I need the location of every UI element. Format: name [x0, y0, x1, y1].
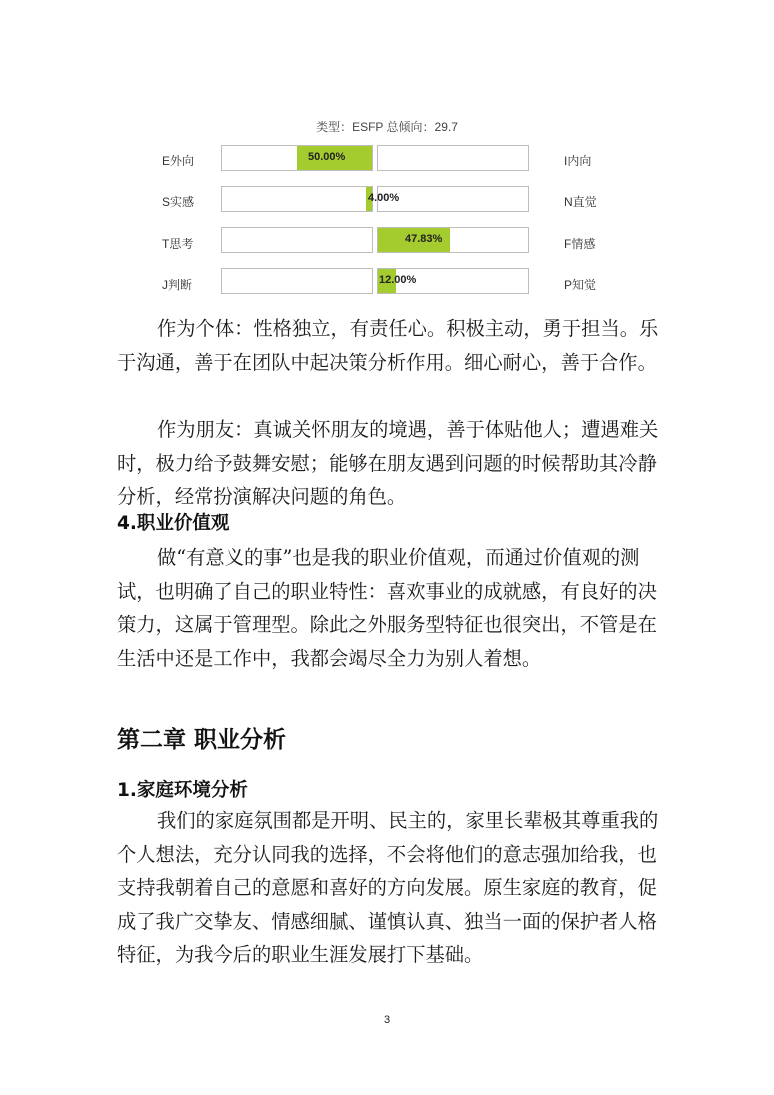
data-label: 47.83% [405, 233, 443, 245]
bar-track-right [377, 186, 529, 212]
bar-track-right [377, 227, 529, 253]
bar-track-left [221, 145, 373, 171]
bar-track-left [221, 268, 373, 294]
tick-label-right: F情感 [564, 237, 596, 251]
tick-label-right: I内向 [564, 154, 592, 168]
bar-track-right [377, 145, 529, 171]
data-label: 4.00% [368, 192, 400, 204]
paragraph-family: 我们的家庭氛围都是开明、民主的，家里长辈极其尊重我的个人想法，充分认同我的选择，不会将他们的意志强加给我，也支持我朝着自己的意愿和喜好的方向发展。原生家庭的教育，促成了我广交挚友、情感细腻、谨慎认真、独当一面的保护者人格特征，为我今后的职业生涯发展打下基础。 [117, 809, 659, 967]
bar-track-left [221, 227, 373, 253]
tick-label-left: J判断 [162, 278, 193, 292]
page-number: 3 [383, 1014, 391, 1026]
paragraph-as-friend: 作为朋友：真诚关怀朋友的境遇，善于体贴他人；遭遇难关时，极力给予鼓舞安慰；能够在朋友遇到问题的时候帮助其冷静分析，经常扮演解决问题的角色。 [117, 418, 659, 509]
tick-label-right: P知觉 [564, 278, 597, 292]
section-heading-family: 1.家庭环境分析 [117, 780, 248, 801]
tick-label-right: N直觉 [564, 195, 597, 209]
data-label: 50.00% [308, 151, 346, 163]
paragraph-values: 做“有意义的事”也是我的职业价值观，而通过价值观的测试，也明确了自己的职业特性：喜欢事业的成就感，有良好的决策力，这属于管理型。除此之外服务型特征也很突出，不管是在生活中还是工作中，我都会竭尽全力为别人着想。 [117, 546, 657, 670]
tick-label-left: S实感 [162, 195, 195, 209]
tick-label-left: E外向 [162, 154, 195, 168]
chart-title: 类型：ESFP 总倾向：29.7 [316, 120, 458, 134]
bar-track-left [221, 186, 373, 212]
section-heading-values: 4.职业价值观 [117, 513, 230, 534]
paragraph-as-individual: 作为个体：性格独立，有责任心。积极主动，勇于担当。乐于沟通，善于在团队中起决策分析作用。细心耐心，善于合作。 [117, 317, 659, 374]
data-label: 12.00% [379, 274, 417, 286]
tick-label-left: T思考 [162, 237, 194, 251]
chapter-title: 第二章 职业分析 [117, 727, 287, 753]
